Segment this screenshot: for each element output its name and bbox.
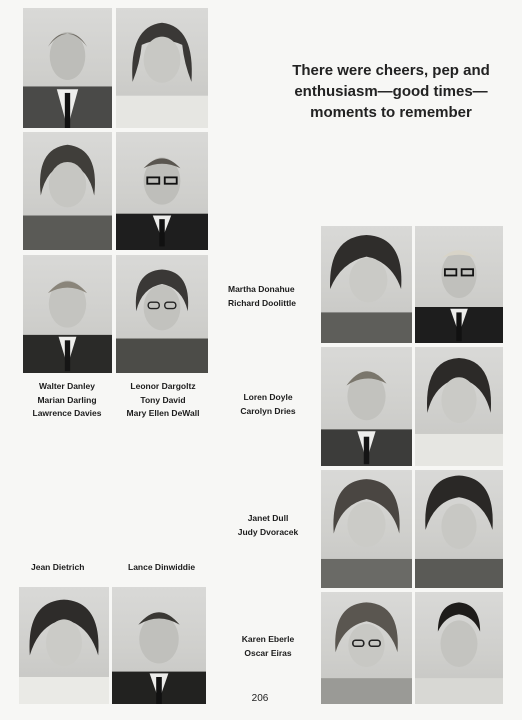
portrait-leonor-dargoltz (116, 8, 208, 128)
page-number: 206 (251, 693, 269, 704)
portrait-carolyn-dries (415, 347, 503, 466)
caption-name: Janet Dull (247, 513, 289, 523)
caption-single2 (128, 561, 195, 575)
caption-name: Marian Darling (37, 394, 97, 405)
caption-name: Loren Doyle (243, 392, 293, 402)
caption-single1 (31, 561, 84, 575)
portrait-mary-ellen-dewall (116, 255, 208, 373)
caption-name: Carolyn Dries (240, 405, 296, 416)
portrait-lawrence-davies (23, 255, 112, 373)
caption-col2 (113, 380, 213, 421)
caption-name: Lawrence Davies (32, 408, 102, 418)
caption-pair2 (232, 391, 304, 418)
caption-pair3 (231, 512, 305, 539)
portrait-tony-david (116, 132, 208, 250)
caption-name: Walter Danley (39, 381, 95, 391)
caption-name: Judy Dvoracek (237, 526, 299, 537)
portrait-janet-dull (321, 470, 412, 588)
headline-line: moments to remember (310, 104, 472, 121)
headline-line: enthusiasm—good times— (294, 83, 488, 100)
caption-pair4 (232, 633, 304, 660)
headline (262, 60, 520, 123)
portrait-martha-donahue (321, 226, 412, 343)
portrait-karen-eberle (321, 592, 412, 704)
caption-col1 (18, 380, 116, 421)
headline-line: There were cheers, pep and (292, 62, 490, 79)
caption-name: Leonor Dargoltz (130, 381, 196, 391)
caption-name: Richard Doolittle (228, 297, 297, 308)
caption-name: Martha Donahue (228, 284, 295, 294)
portrait-walter-danley (23, 8, 112, 128)
caption-name: Jean Dietrich (31, 562, 85, 572)
portrait-loren-doyle (321, 347, 412, 466)
caption-name: Karen Eberle (241, 634, 295, 644)
portrait-jean-dietrich (19, 587, 109, 704)
caption-name: Oscar Eiras (244, 647, 292, 658)
portrait-oscar-eiras (415, 592, 503, 704)
caption-name: Tony David (140, 394, 186, 405)
caption-name: Lance Dinwiddie (128, 562, 196, 572)
portrait-judy-dvoracek (415, 470, 503, 588)
caption-pair1 (228, 283, 296, 310)
portrait-marian-darling (23, 132, 112, 250)
portrait-richard-doolittle (415, 226, 503, 343)
caption-name: Mary Ellen DeWall (126, 408, 200, 418)
portrait-lance-dinwiddie (112, 587, 206, 704)
